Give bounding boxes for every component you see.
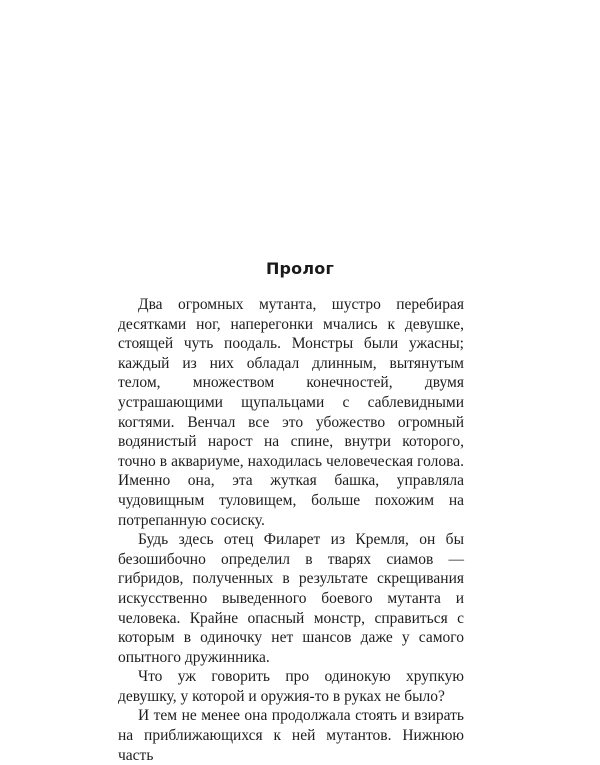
body-text bbox=[118, 295, 464, 765]
paragraph: И тем не менее она продолжала стоять и взирать на приближающихся к ней мутантов. Нижнюю часть bbox=[118, 707, 464, 764]
paragraph: Два огромных мутанта, шустро перебирая десятками ног, наперегонки мчались к девушке, стоящей чуть поодаль. Монстры были ужасны; каждый из них обладал длинным, вытянутым телом, множеством конечностей, двумя устрашающими щупальцами с саблевидными когтями. Венчал все это убожество огромный водянистый нарост на спине, внутри которого, точно в аквариуме, находилась человеческая голова. Именно она, эта жуткая башка, управляла чудовищным туловищем, больше похожим на потрепанную сосиску. bbox=[118, 296, 464, 529]
paragraph: Будь здесь отец Филарет из Кремля, он бы безошибочно определил в тварях сиамов — гибридов, полученных в результате скрещивания искусственно выведенного боевого мутанта и человека. Крайне опасный монстр, справиться с которым в одиночку нет шансов даже у самого опытного дружинника. bbox=[118, 531, 464, 666]
chapter-title: Пролог bbox=[265, 259, 335, 278]
paragraph: Что уж говорить про одинокую хрупкую девушку, у которой и оружия-то в руках не было? bbox=[118, 668, 464, 705]
